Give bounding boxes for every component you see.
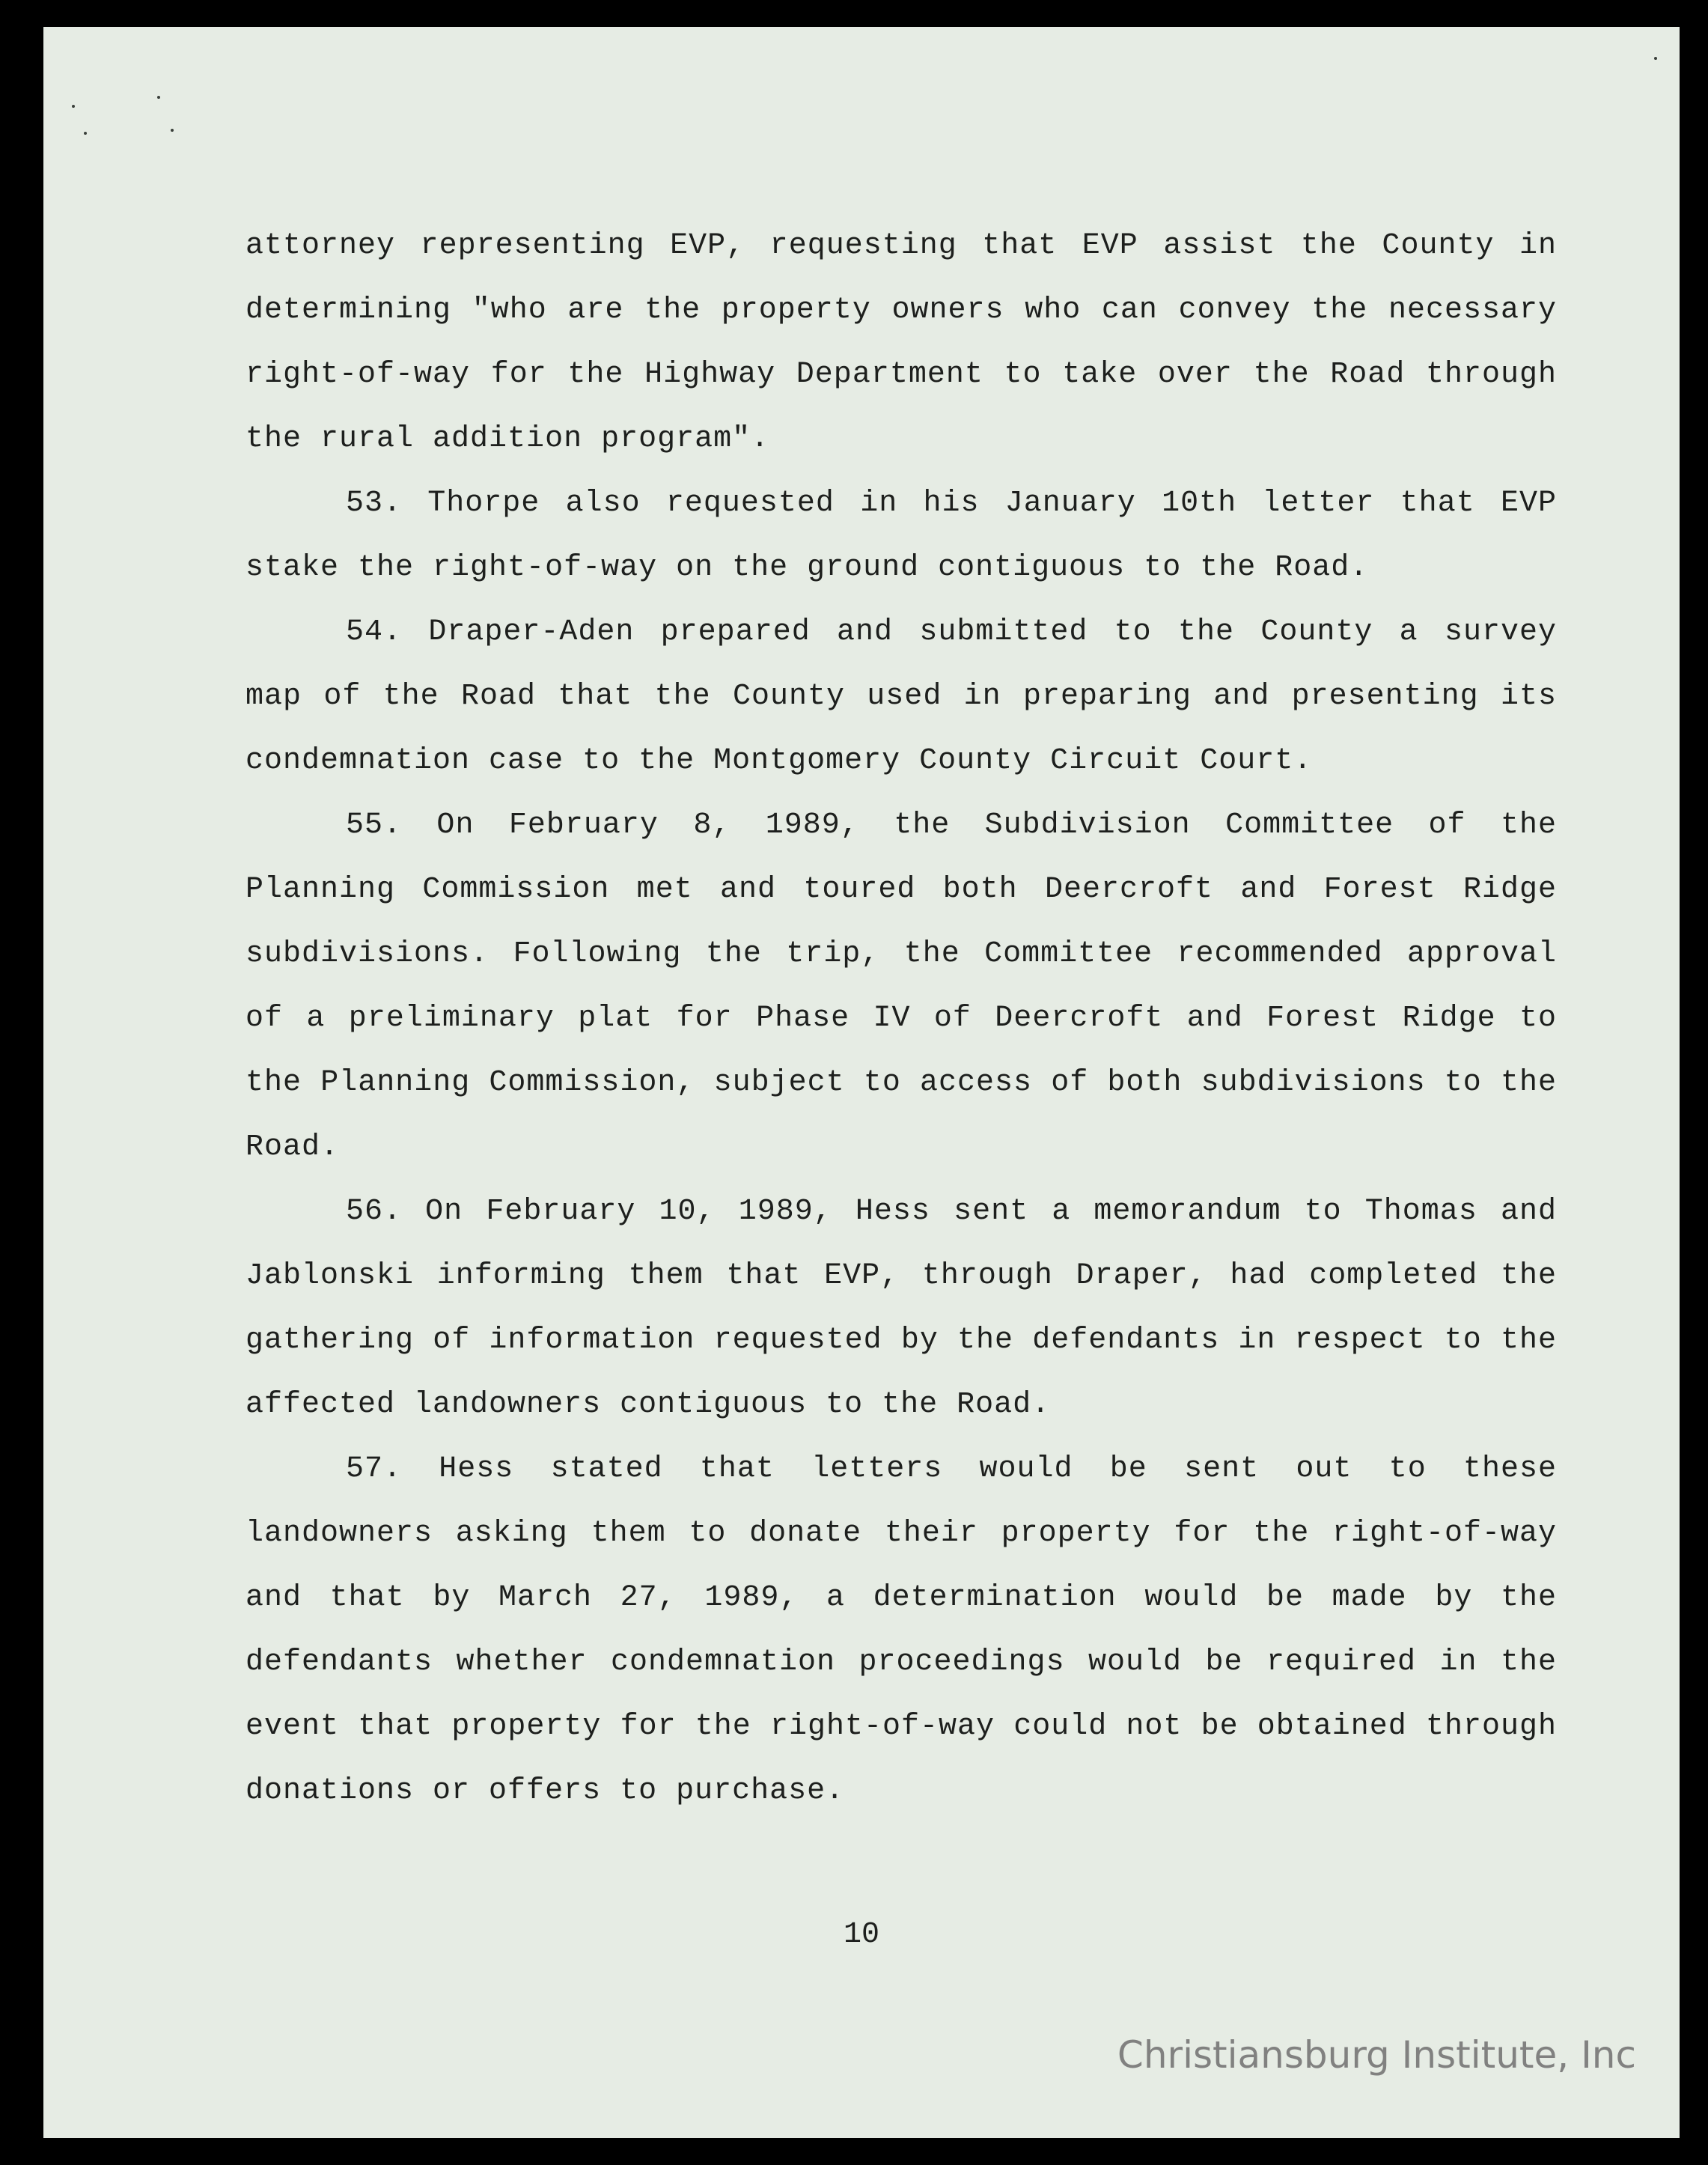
paper-speck [157, 96, 160, 99]
paragraph-54: 54. Draper-Aden prepared and submitted to the County a survey map of the Road that the County used in preparing and presenting its condemnation case to the Montgomery County Circuit Court. [245, 615, 1557, 778]
paper-speck [84, 132, 87, 135]
body-text [245, 214, 1557, 1824]
paragraph-continuation: attorney representing EVP, requesting that EVP assist the County in determining "who are the property owners who can convey the necessary right-of-way for the Highway Department to take over the Road through the rural addition program". [245, 229, 1557, 456]
paragraph-57: 57. Hess stated that letters would be sent out to these landowners asking them to donate their property for the right-of-way and that by March 27, 1989, a determination would be made by the defendants whether condemnation proceedings would be required in the event that property for the right-of-way could not be obtained through donations or offers to purchase. [245, 1452, 1557, 1808]
paper-speck [1654, 57, 1657, 60]
paper-speck [171, 129, 174, 132]
paragraph-55: 55. On February 8, 1989, the Subdivision Committee of the Planning Commission met and toured both Deercroft and Forest Ridge subdivisions. Following the trip, the Committee recommended approval of a preliminary plat for Phase IV of Deercroft and Forest Ridge to the Planning Commission, subject to access of both subdivisions to the Road. [245, 809, 1557, 1164]
paper-speck [72, 105, 75, 108]
paragraph-53: 53. Thorpe also requested in his January 10th letter that EVP stake the right-of-way on the ground contiguous to the Road. [245, 487, 1557, 585]
page-number: 10 [843, 1918, 879, 1952]
document-page [43, 27, 1680, 2138]
paragraph-56: 56. On February 10, 1989, Hess sent a memorandum to Thomas and Jablonski informing them that EVP, through Draper, had completed the gathering of information requested by the defendants in respect to the affected landowners contiguous to the Road. [245, 1195, 1557, 1422]
watermark: Christiansburg Institute, Inc [1117, 2033, 1636, 2077]
